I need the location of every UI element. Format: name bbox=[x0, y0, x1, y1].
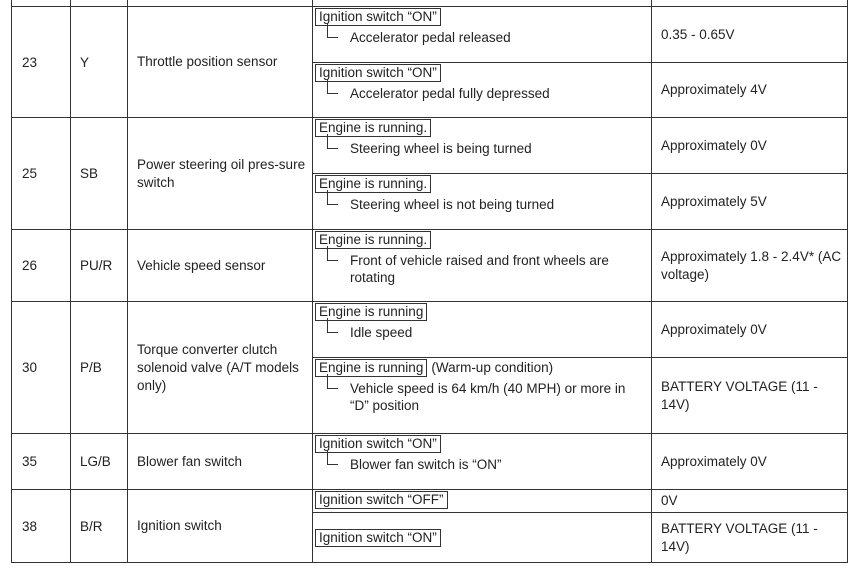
branch-connector bbox=[327, 23, 338, 38]
voltage-value: Approximately 1.8 - 2.4V* (AC voltage) bbox=[652, 230, 848, 302]
condition-box: Engine is running bbox=[315, 303, 427, 321]
wire-color: PU/R bbox=[71, 230, 128, 302]
condition-box: Ignition switch “ON” bbox=[315, 8, 441, 26]
condition-detail: Steering wheel is not being turned bbox=[313, 196, 651, 213]
branch-connector bbox=[327, 134, 338, 149]
terminal-number: 30 bbox=[12, 302, 71, 434]
terminal-number: 26 bbox=[12, 230, 71, 302]
condition-detail: Front of vehicle raised and front wheels are rotating bbox=[313, 252, 651, 286]
condition-box: Ignition switch “ON” bbox=[315, 435, 441, 453]
terminal-number: 38 bbox=[12, 490, 71, 563]
condition-box: Engine is running. bbox=[315, 231, 431, 249]
branch-connector bbox=[327, 318, 338, 333]
condition-cell bbox=[313, 63, 652, 118]
item-name: Blower fan switch bbox=[128, 434, 313, 490]
table-row bbox=[12, 490, 848, 513]
terminal-number: 25 bbox=[12, 118, 71, 230]
wire-color: LG/B bbox=[71, 434, 128, 490]
condition-cell bbox=[313, 490, 652, 513]
condition-detail: Blower fan switch is “ON” bbox=[313, 456, 651, 473]
table-row bbox=[12, 302, 848, 358]
item-name: Ignition switch bbox=[128, 490, 313, 563]
table-row bbox=[12, 230, 848, 302]
voltage-value: Approximately 0V bbox=[652, 302, 848, 358]
condition-cell bbox=[313, 513, 652, 563]
condition-cell bbox=[313, 7, 652, 63]
item-name: Torque converter clutch solenoid valve (A/T models only) bbox=[128, 302, 313, 434]
condition-box: Ignition switch “OFF” bbox=[315, 491, 448, 509]
terminal-table-sheet bbox=[11, 0, 847, 564]
terminal-number: 23 bbox=[12, 7, 71, 118]
voltage-value: 0.35 - 0.65V bbox=[652, 7, 848, 63]
branch-connector bbox=[327, 374, 338, 389]
condition-box: Engine is running bbox=[315, 359, 427, 377]
condition-cell bbox=[313, 118, 652, 174]
branch-connector bbox=[327, 450, 338, 465]
condition-box: Ignition switch “ON” bbox=[315, 529, 441, 547]
voltage-value: BATTERY VOLTAGE (11 - 14V) bbox=[652, 513, 848, 563]
condition-box: Engine is running. bbox=[315, 175, 431, 193]
voltage-value: Approximately 0V bbox=[652, 118, 848, 174]
condition-cell bbox=[313, 230, 652, 302]
voltage-value: BATTERY VOLTAGE (11 - 14V) bbox=[652, 358, 848, 434]
condition-cell bbox=[313, 358, 652, 434]
voltage-value: Approximately 5V bbox=[652, 174, 848, 230]
branch-connector bbox=[327, 79, 338, 94]
condition-cell bbox=[313, 434, 652, 490]
voltage-value: Approximately 0V bbox=[652, 434, 848, 490]
voltage-value: Approximately 4V bbox=[652, 63, 848, 118]
wire-color: P/B bbox=[71, 302, 128, 434]
branch-connector bbox=[327, 190, 338, 205]
wire-color: Y bbox=[71, 7, 128, 118]
condition-box: Ignition switch “ON” bbox=[315, 64, 441, 82]
item-name: Throttle position sensor bbox=[128, 7, 313, 118]
condition-detail: Accelerator pedal fully depressed bbox=[313, 85, 651, 102]
table-row bbox=[12, 434, 848, 490]
condition-box: Engine is running. bbox=[315, 119, 431, 137]
condition-cell bbox=[313, 302, 652, 358]
condition-detail: Accelerator pedal released bbox=[313, 29, 651, 46]
condition-note: (Warm-up condition) bbox=[431, 360, 554, 375]
branch-connector bbox=[327, 246, 338, 261]
terminal-table bbox=[11, 0, 848, 563]
voltage-value: 0V bbox=[652, 490, 848, 513]
wire-color: SB bbox=[71, 118, 128, 230]
wire-color: B/R bbox=[71, 490, 128, 563]
condition-detail: Steering wheel is being turned bbox=[313, 140, 651, 157]
item-name: Power steering oil pres-sure switch bbox=[128, 118, 313, 230]
table-row bbox=[12, 7, 848, 63]
condition-cell bbox=[313, 174, 652, 230]
condition-detail: Vehicle speed is 64 km/h (40 MPH) or more in “D” position bbox=[313, 380, 651, 414]
table-row bbox=[12, 118, 848, 174]
condition-detail: Idle speed bbox=[313, 324, 651, 341]
terminal-number: 35 bbox=[12, 434, 71, 490]
item-name: Vehicle speed sensor bbox=[128, 230, 313, 302]
